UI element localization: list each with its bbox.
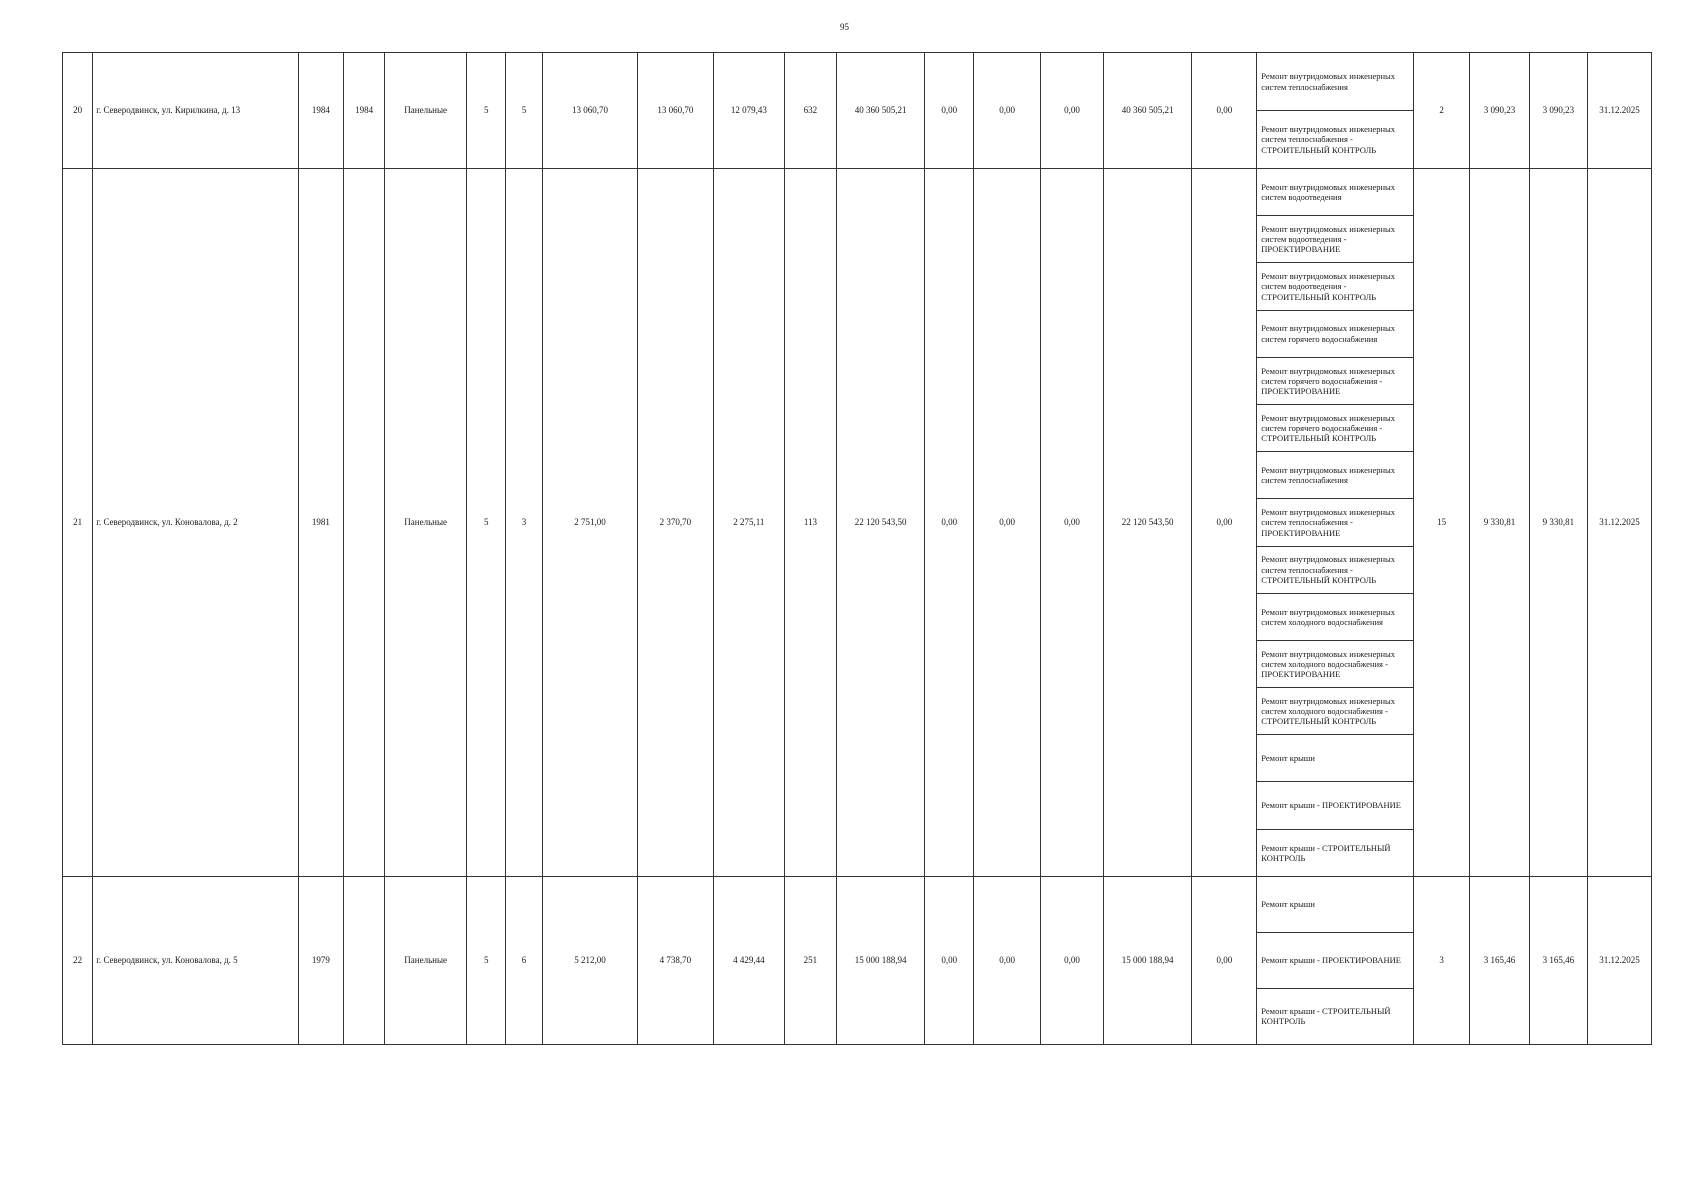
- work-item-cell: Ремонт крыши: [1257, 876, 1414, 932]
- wall-material-cell: Панельные: [385, 876, 467, 1044]
- year-commissioned-cell: 1984: [344, 53, 385, 169]
- total-area-cell: 5 212,00: [542, 876, 637, 1044]
- work-item-cell: Ремонт внутридомовых инженерных систем холодного водоснабжения: [1257, 593, 1414, 640]
- work-item-cell: Ремонт внутридомовых инженерных систем горячего водоснабжения - СТРОИТЕЛЬНЫЙ КОНТРОЛЬ: [1257, 404, 1414, 451]
- premises-area-cell: 2 370,70: [638, 169, 714, 877]
- unit-cost-cell: 3 090,23: [1470, 53, 1529, 169]
- deadline-cell: 31.12.2025: [1588, 876, 1652, 1044]
- cost-owners-cell: 40 360 505,21: [1103, 53, 1192, 169]
- table-row: [63, 53, 1652, 111]
- unit-cost-cell: 3 165,46: [1470, 876, 1529, 1044]
- premises-area-cell: 13 060,70: [638, 53, 714, 169]
- unit-cost-max-cell: 3 090,23: [1529, 53, 1587, 169]
- residential-area-cell: 4 429,44: [713, 876, 784, 1044]
- table-row: [63, 169, 1652, 216]
- year-built-cell: 1984: [298, 53, 343, 169]
- cost-other-cell: 0,00: [1192, 53, 1257, 169]
- floors-cell: 5: [467, 876, 506, 1044]
- cost-total-cell: 15 000 188,94: [836, 876, 925, 1044]
- unit-cost-max-cell: 3 165,46: [1529, 876, 1587, 1044]
- residents-cell: 632: [784, 53, 836, 169]
- cost-regional-cell: 0,00: [974, 169, 1041, 877]
- year-built-cell: 1981: [298, 169, 343, 877]
- cost-other-cell: 0,00: [1192, 876, 1257, 1044]
- work-item-cell: Ремонт крыши - ПРОЕКТИРОВАНИЕ: [1257, 932, 1414, 988]
- address-cell: г. Северодвинск, ул. Кирилкина, д. 13: [93, 53, 298, 169]
- entrances-cell: 6: [506, 876, 543, 1044]
- cost-owners-cell: 22 120 543,50: [1103, 169, 1192, 877]
- work-item-cell: Ремонт крыши - ПРОЕКТИРОВАНИЕ: [1257, 782, 1414, 829]
- unit-cost-cell: 9 330,81: [1470, 169, 1529, 877]
- cost-federal-cell: 0,00: [925, 876, 974, 1044]
- work-item-cell: Ремонт внутридомовых инженерных систем теплоснабжения - ПРОЕКТИРОВАНИЕ: [1257, 499, 1414, 546]
- work-item-cell: Ремонт внутридомовых инженерных систем теплоснабжения: [1257, 452, 1414, 499]
- total-area-cell: 13 060,70: [542, 53, 637, 169]
- page-number: 95: [840, 22, 849, 32]
- work-item-cell: Ремонт крыши: [1257, 735, 1414, 782]
- year-commissioned-cell: [344, 169, 385, 877]
- cost-federal-cell: 0,00: [925, 169, 974, 877]
- year-built-cell: 1979: [298, 876, 343, 1044]
- row-number: 22: [63, 876, 93, 1044]
- works-count-cell: 3: [1414, 876, 1470, 1044]
- residential-area-cell: 12 079,43: [713, 53, 784, 169]
- cost-local-cell: 0,00: [1041, 53, 1104, 169]
- work-item-cell: Ремонт внутридомовых инженерных систем теплоснабжения - СТРОИТЕЛЬНЫЙ КОНТРОЛЬ: [1257, 546, 1414, 593]
- cost-owners-cell: 15 000 188,94: [1103, 876, 1192, 1044]
- address-cell: г. Северодвинск, ул. Коновалова, д. 2: [93, 169, 298, 877]
- cost-regional-cell: 0,00: [974, 876, 1041, 1044]
- address-cell: г. Северодвинск, ул. Коновалова, д. 5: [93, 876, 298, 1044]
- work-item-cell: Ремонт внутридомовых инженерных систем водоотведения: [1257, 169, 1414, 216]
- row-number: 21: [63, 169, 93, 877]
- entrances-cell: 5: [506, 53, 543, 169]
- unit-cost-max-cell: 9 330,81: [1529, 169, 1587, 877]
- entrances-cell: 3: [506, 169, 543, 877]
- cost-federal-cell: 0,00: [925, 53, 974, 169]
- residents-cell: 251: [784, 876, 836, 1044]
- deadline-cell: 31.12.2025: [1588, 53, 1652, 169]
- year-commissioned-cell: [344, 876, 385, 1044]
- floors-cell: 5: [467, 169, 506, 877]
- work-item-cell: Ремонт внутридомовых инженерных систем водоотведения - ПРОЕКТИРОВАНИЕ: [1257, 216, 1414, 263]
- work-item-cell: Ремонт внутридомовых инженерных систем теплоснабжения - СТРОИТЕЛЬНЫЙ КОНТРОЛЬ: [1257, 111, 1414, 169]
- repair-registry-table: [62, 52, 1652, 1045]
- work-item-cell: Ремонт внутридомовых инженерных систем холодного водоснабжения - СТРОИТЕЛЬНЫЙ КОНТРОЛЬ: [1257, 688, 1414, 735]
- wall-material-cell: Панельные: [385, 53, 467, 169]
- work-item-cell: Ремонт внутридомовых инженерных систем горячего водоснабжения: [1257, 310, 1414, 357]
- work-item-cell: Ремонт крыши - СТРОИТЕЛЬНЫЙ КОНТРОЛЬ: [1257, 988, 1414, 1044]
- cost-local-cell: 0,00: [1041, 169, 1104, 877]
- work-item-cell: Ремонт внутридомовых инженерных систем горячего водоснабжения - ПРОЕКТИРОВАНИЕ: [1257, 357, 1414, 404]
- floors-cell: 5: [467, 53, 506, 169]
- cost-regional-cell: 0,00: [974, 53, 1041, 169]
- cost-local-cell: 0,00: [1041, 876, 1104, 1044]
- cost-other-cell: 0,00: [1192, 169, 1257, 877]
- work-item-cell: Ремонт крыши - СТРОИТЕЛЬНЫЙ КОНТРОЛЬ: [1257, 829, 1414, 876]
- cost-total-cell: 40 360 505,21: [836, 53, 925, 169]
- work-item-cell: Ремонт внутридомовых инженерных систем водоотведения - СТРОИТЕЛЬНЫЙ КОНТРОЛЬ: [1257, 263, 1414, 310]
- work-item-cell: Ремонт внутридомовых инженерных систем теплоснабжения: [1257, 53, 1414, 111]
- table-row: [63, 876, 1652, 932]
- deadline-cell: 31.12.2025: [1588, 169, 1652, 877]
- work-item-cell: Ремонт внутридомовых инженерных систем холодного водоснабжения - ПРОЕКТИРОВАНИЕ: [1257, 640, 1414, 687]
- cost-total-cell: 22 120 543,50: [836, 169, 925, 877]
- residential-area-cell: 2 275,11: [713, 169, 784, 877]
- row-number: 20: [63, 53, 93, 169]
- residents-cell: 113: [784, 169, 836, 877]
- works-count-cell: 15: [1414, 169, 1470, 877]
- wall-material-cell: Панельные: [385, 169, 467, 877]
- works-count-cell: 2: [1414, 53, 1470, 169]
- premises-area-cell: 4 738,70: [638, 876, 714, 1044]
- total-area-cell: 2 751,00: [542, 169, 637, 877]
